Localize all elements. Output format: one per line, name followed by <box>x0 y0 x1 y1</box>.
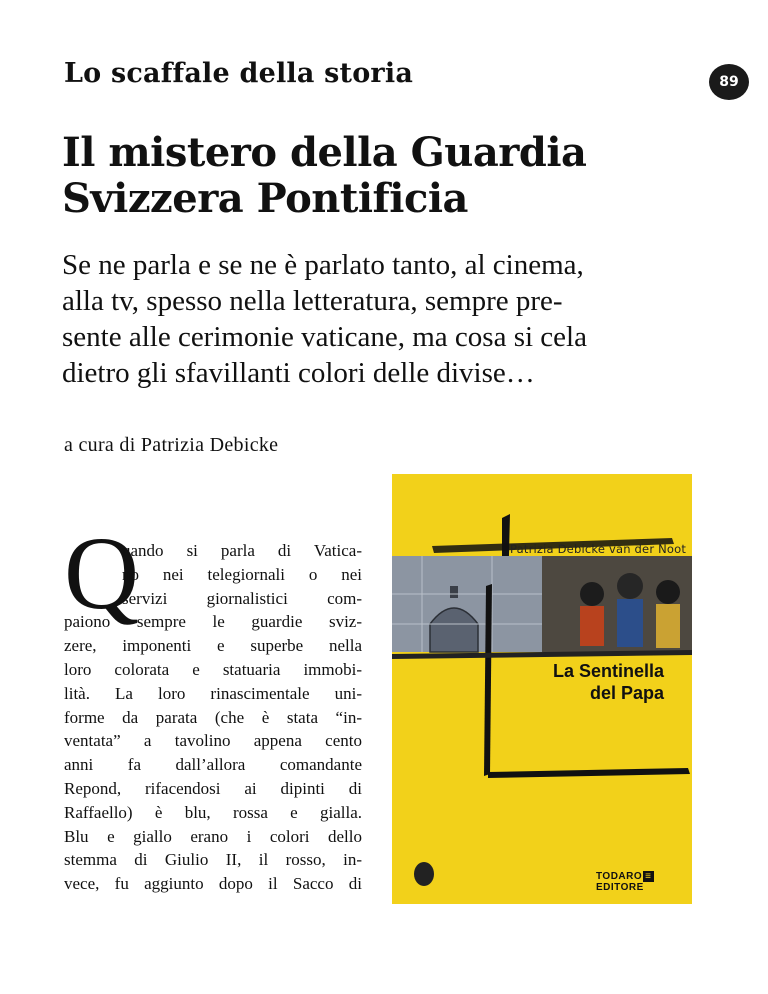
body-line: loro colorata e statuaria immobi- <box>64 659 362 679</box>
deck-line: Se ne parla e se ne è parlato tanto, al cinema, <box>62 249 584 281</box>
deck-line: alla tv, spesso nella letteratura, sempre pre- <box>62 285 563 317</box>
headline-line-2: Svizzera Pontificia <box>62 175 468 222</box>
body-line: Blu e giallo erano i colori dello <box>64 826 362 846</box>
body-line: ventata” a tavolino appena cento <box>64 731 362 751</box>
body-line: Raffaello) è blu, rossa e gialla. <box>64 802 362 822</box>
article-body <box>64 539 362 896</box>
deck-line: sente alle cerimonie vaticane, ma cosa si cela <box>62 321 587 353</box>
publisher-seal <box>414 862 434 886</box>
drop-cap: Q <box>64 516 140 631</box>
deck-line: dietro gli sfavillanti colori delle divise… <box>62 357 535 389</box>
page-number-badge: 89 <box>709 64 749 100</box>
headline-line-1: Il mistero della Guardia <box>62 129 587 176</box>
body-line: anni fa dall’allora comandante <box>64 755 362 775</box>
book-cover <box>392 474 692 904</box>
article-headline <box>62 130 722 222</box>
brush-stroke <box>488 768 690 778</box>
body-line: stemma di Giulio II, il rosso, in- <box>64 850 362 870</box>
byline: a cura di Patrizia Debicke <box>64 434 279 456</box>
article-deck <box>62 247 722 391</box>
book-title-line-2: del Papa <box>589 683 664 703</box>
body-line: zere, imponenti e superbe nella <box>64 636 362 656</box>
body-line: paiono sempre le guardie sviz- <box>64 612 362 632</box>
book-title-line-1: La Sentinella <box>552 661 664 681</box>
section-title: Lo scaffale della storia <box>64 58 414 89</box>
publisher-mark: ≡ <box>645 871 652 882</box>
book-publisher <box>596 871 692 893</box>
publisher-right: EDITORE <box>596 882 644 893</box>
publisher-left: TODARO <box>596 871 643 882</box>
body-line: forme da parata (che è stata “in- <box>64 707 362 727</box>
book-author: Patrizia Debicke van der Noot <box>510 542 687 556</box>
body-line: Repond, rifacendosi ai dipinti di <box>64 778 362 798</box>
body-line: servizi giornalistici com- <box>122 588 362 608</box>
body-line: lità. La loro rinascimentale uni- <box>64 683 362 703</box>
book-title <box>544 660 664 704</box>
body-line: uando si parla di Vatica- <box>122 541 362 560</box>
body-line: no nei telegiornali o nei <box>122 564 362 584</box>
body-line: vece, fu aggiunto dopo il Sacco di <box>64 874 362 894</box>
